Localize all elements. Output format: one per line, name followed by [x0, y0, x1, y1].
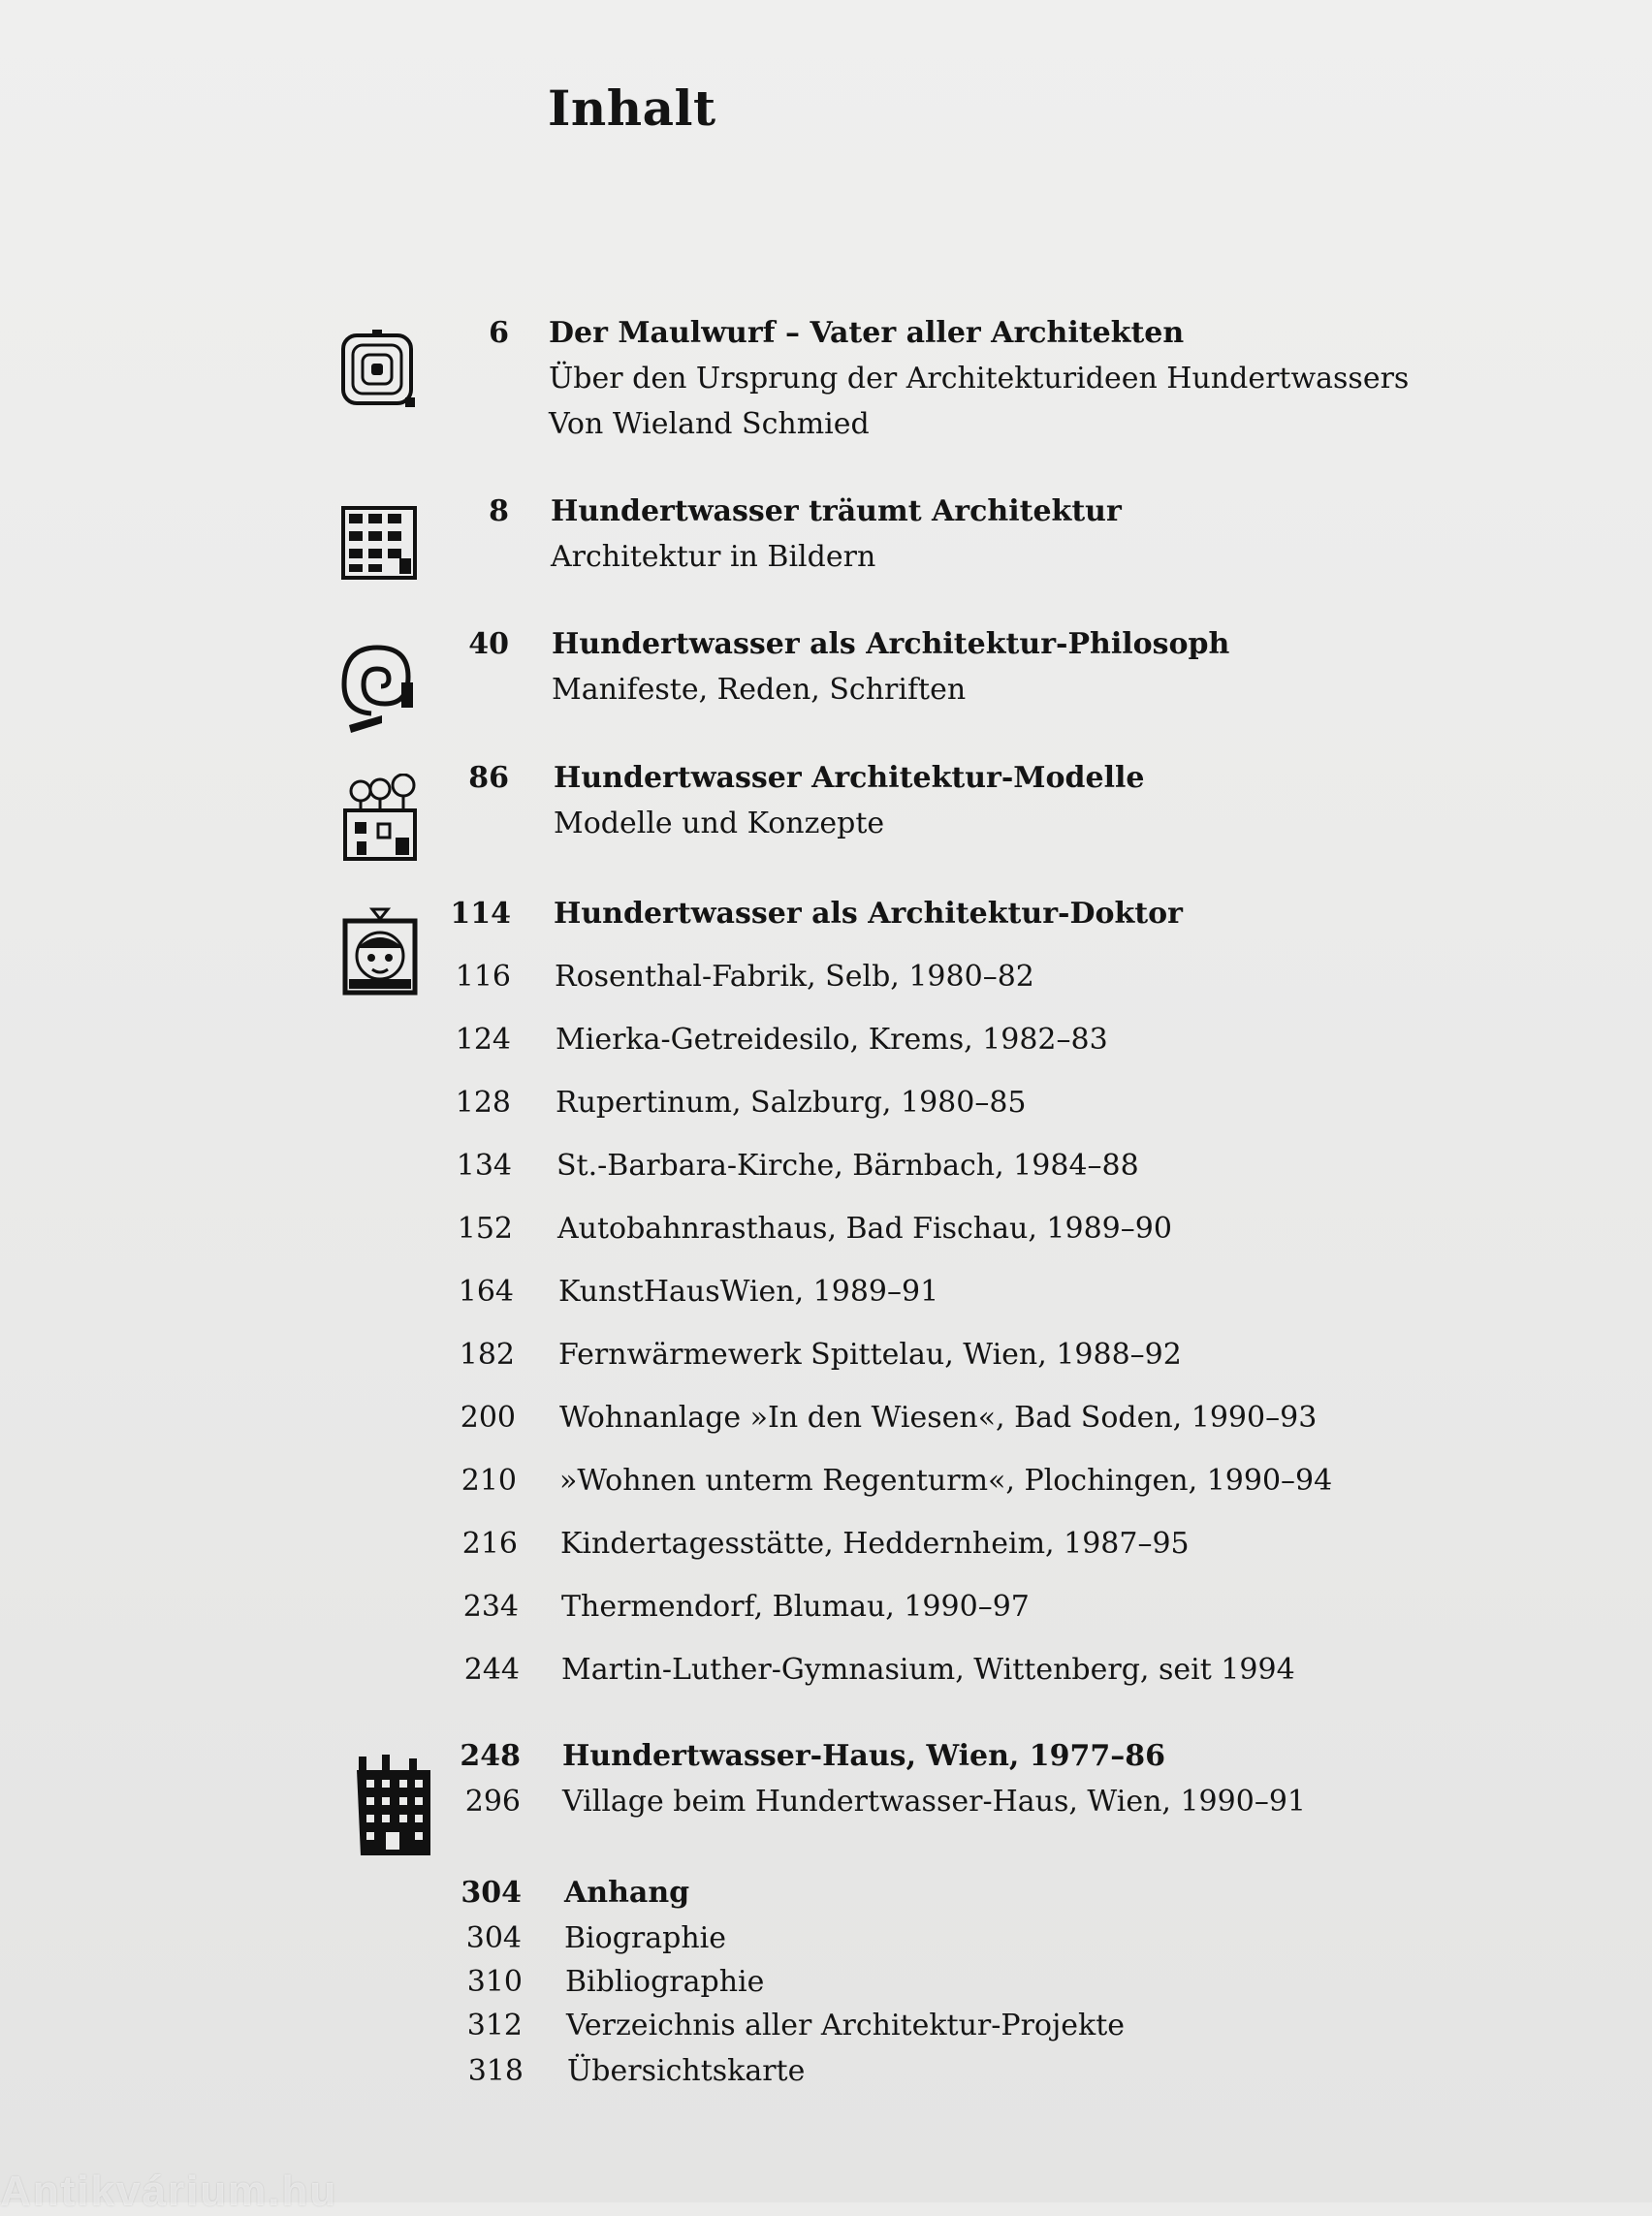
toc-page-number: 116: [455, 960, 511, 994]
toc-entry-title: Hundertwasser träumt Architektur: [551, 494, 1122, 528]
toc-entry-title: Wohnanlage »In den Wiesen«, Bad Soden, 1990–93: [559, 1401, 1318, 1435]
toc-entry-title: Hundertwasser als Architektur-Doktor: [554, 897, 1183, 931]
toc-entry-title: Biographie: [564, 1921, 727, 1955]
toc-entry-title: Autobahnrasthaus, Bad Fischau, 1989–90: [557, 1212, 1172, 1246]
toc-entry-title: Der Maulwurf – Vater aller Architekten: [549, 316, 1185, 350]
toc-page-number: 234: [462, 1590, 519, 1624]
page-title: Inhalt: [548, 79, 716, 137]
toc-entry-title: Hundertwasser als Architektur-Philosoph: [552, 627, 1230, 661]
toc-page-number: 200: [460, 1401, 516, 1435]
toc-entry-title: Übersichtskarte: [567, 2054, 806, 2088]
toc-entry-subtitle: Über den Ursprung der Architekturideen Hundertwassers: [549, 362, 1410, 396]
toc-entry-title: Rupertinum, Salzburg, 1980–85: [556, 1086, 1027, 1120]
toc-entry-title: Thermendorf, Blumau, 1990–97: [561, 1590, 1030, 1624]
toc-entry-title: St.-Barbara-Kirche, Bärnbach, 1984–88: [556, 1149, 1139, 1183]
toc-page-number: 312: [466, 2009, 523, 2042]
toc-page-number: 40: [468, 627, 509, 661]
toc-page-number: 182: [459, 1338, 515, 1372]
toc-page-number: 248: [460, 1739, 521, 1773]
toc-entry-title: Verzeichnis aller Architektur-Projekte: [566, 2009, 1126, 2042]
toc-page-number: 134: [456, 1149, 512, 1183]
toc-entry-title: Kindertagesstätte, Heddernheim, 1987–95: [560, 1527, 1190, 1561]
toc-entry-title: KunstHausWien, 1989–91: [558, 1275, 939, 1309]
toc-page-number: 310: [466, 1965, 523, 1999]
toc-page-number: 152: [457, 1212, 513, 1246]
toc-page-number: 210: [461, 1464, 517, 1498]
toc-entry-title: Fernwärmewerk Spittelau, Wien, 1988–92: [558, 1338, 1182, 1372]
toc-entry-subtitle: Architektur in Bildern: [551, 540, 876, 574]
toc-entry-subtitle: Manifeste, Reden, Schriften: [552, 673, 967, 707]
toc-page-number: 318: [467, 2054, 524, 2088]
toc-page-number: 8: [489, 494, 509, 528]
toc-entry-title: Bibliographie: [565, 1965, 765, 1999]
toc-entry-title: Martin-Luther-Gymnasium, Wittenberg, seit 1994: [561, 1653, 1295, 1687]
toc-entry-title: Mierka-Getreidesilo, Krems, 1982–83: [556, 1023, 1108, 1057]
toc-entry-title: Anhang: [564, 1876, 690, 1910]
toc-entry-title: Hundertwasser-Haus, Wien, 1977–86: [562, 1739, 1166, 1773]
toc-page-number: 114: [450, 897, 511, 931]
toc-entry-title: »Wohnen unterm Regenturm«, Plochingen, 1990–94: [559, 1464, 1333, 1498]
toc-entry-title: Village beim Hundertwasser-Haus, Wien, 1990–91: [562, 1785, 1306, 1819]
toc-page-number: 124: [455, 1023, 511, 1057]
toc-entry-title: Rosenthal-Fabrik, Selb, 1980–82: [555, 960, 1034, 994]
toc-entry-author: Von Wieland Schmied: [549, 407, 870, 441]
toc-page-number: 6: [489, 316, 509, 350]
toc-page-number: 244: [463, 1653, 520, 1687]
toc-page-number: 164: [458, 1275, 514, 1309]
toc-entry-subtitle: Modelle und Konzepte: [554, 807, 885, 840]
toc-page-number: 216: [461, 1527, 518, 1561]
toc-page-number: 128: [455, 1086, 511, 1120]
toc-entry-title: Hundertwasser Architektur-Modelle: [554, 761, 1145, 795]
watermark: Antikvárium.hu: [0, 2168, 338, 2215]
toc-page-number: 304: [465, 1921, 522, 1955]
toc-page-number: 296: [464, 1785, 521, 1819]
toc-page-number: 304: [461, 1876, 522, 1910]
toc-page-number: 86: [468, 761, 509, 795]
